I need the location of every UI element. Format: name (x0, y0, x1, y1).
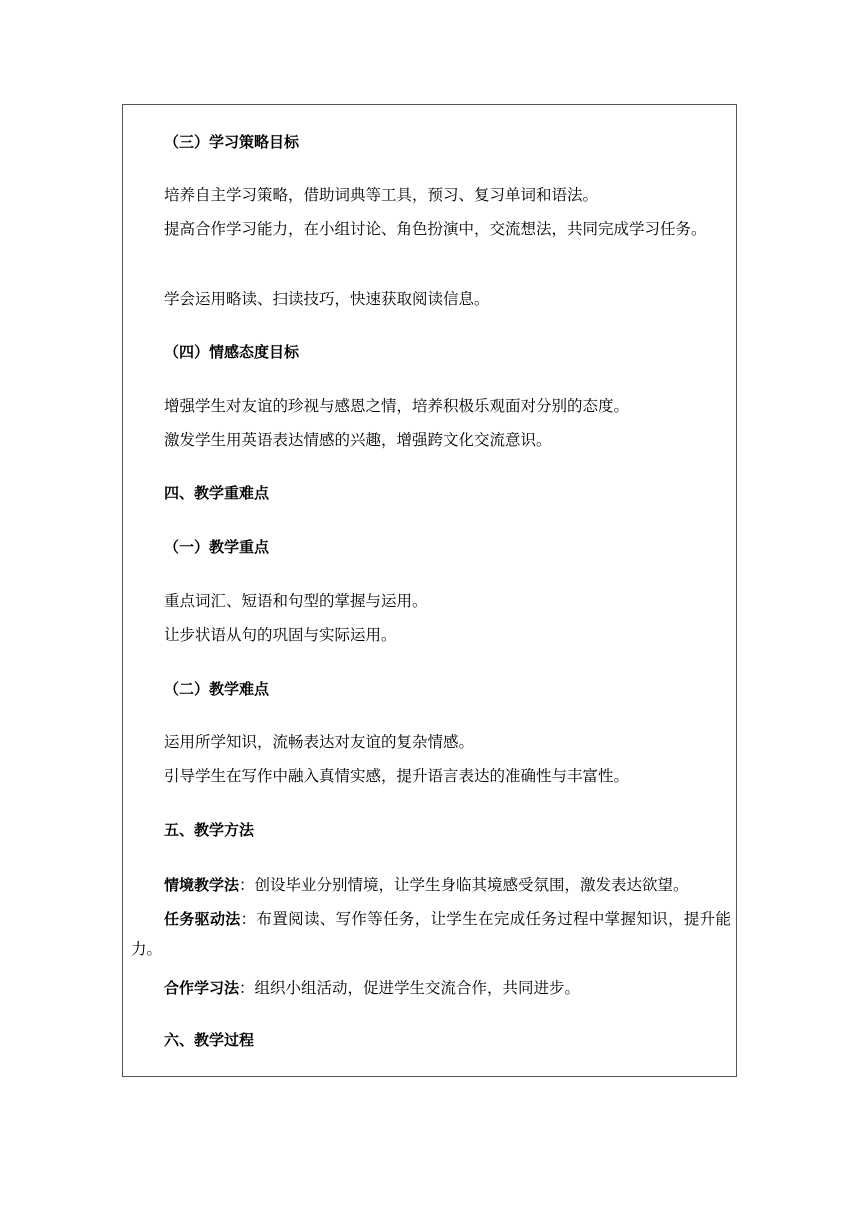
process-heading: 六、教学过程 (164, 1031, 255, 1049)
method-term-1: 情境教学法 (164, 876, 240, 894)
method-term-2: 任务驱动法 (164, 910, 241, 928)
difficult-points-item-1: 运用所学知识，流畅表达对友谊的复杂情感。 (164, 733, 475, 751)
method-item-2 (131, 904, 731, 964)
key-points-item-2: 让步状语从句的巩固与实际运用。 (164, 626, 397, 644)
key-points-item-1: 重点词汇、短语和句型的掌握与运用。 (164, 592, 428, 610)
method-term-3: 合作学习法 (164, 979, 240, 997)
strategy-item-2: 提高合作学习能力，在小组讨论、角色扮演中，交流想法，共同完成学习任务。 (164, 220, 707, 238)
difficult-points-heading: （二）教学难点 (164, 680, 270, 698)
emotion-heading: （四）情感态度目标 (164, 343, 300, 361)
method-text-2: ：布置阅读、写作等任务，让学生在完成任务过程中掌握知识，提升能力。 (131, 910, 731, 958)
method-text-1: ：创设毕业分别情境，让学生身临其境感受氛围，激发表达欲望。 (239, 876, 689, 894)
difficult-points-item-2: 引导学生在写作中融入真情实感，提升语言表达的准确性与丰富性。 (164, 767, 630, 785)
methods-heading: 五、教学方法 (164, 821, 255, 839)
key-points-heading: （一）教学重点 (164, 538, 270, 556)
emotion-item-1: 增强学生对友谊的珍视与感恩之情，培养积极乐观面对分别的态度。 (164, 397, 630, 415)
strategy-item-3: 学会运用略读、扫读技巧，快速获取阅读信息。 (164, 290, 490, 308)
key-difficult-heading: 四、教学重难点 (164, 484, 270, 502)
method-text-3: ：组织小组活动，促进学生交流合作，共同进步。 (239, 979, 581, 997)
emotion-item-2: 激发学生用英语表达情感的兴趣，增强跨文化交流意识。 (164, 431, 552, 449)
strategy-item-1: 培养自主学习策略，借助词典等工具，预习、复习单词和语法。 (164, 186, 599, 204)
method-item-1 (131, 874, 764, 896)
strategy-heading: （三）学习策略目标 (164, 133, 300, 151)
method-item-3 (131, 977, 764, 999)
